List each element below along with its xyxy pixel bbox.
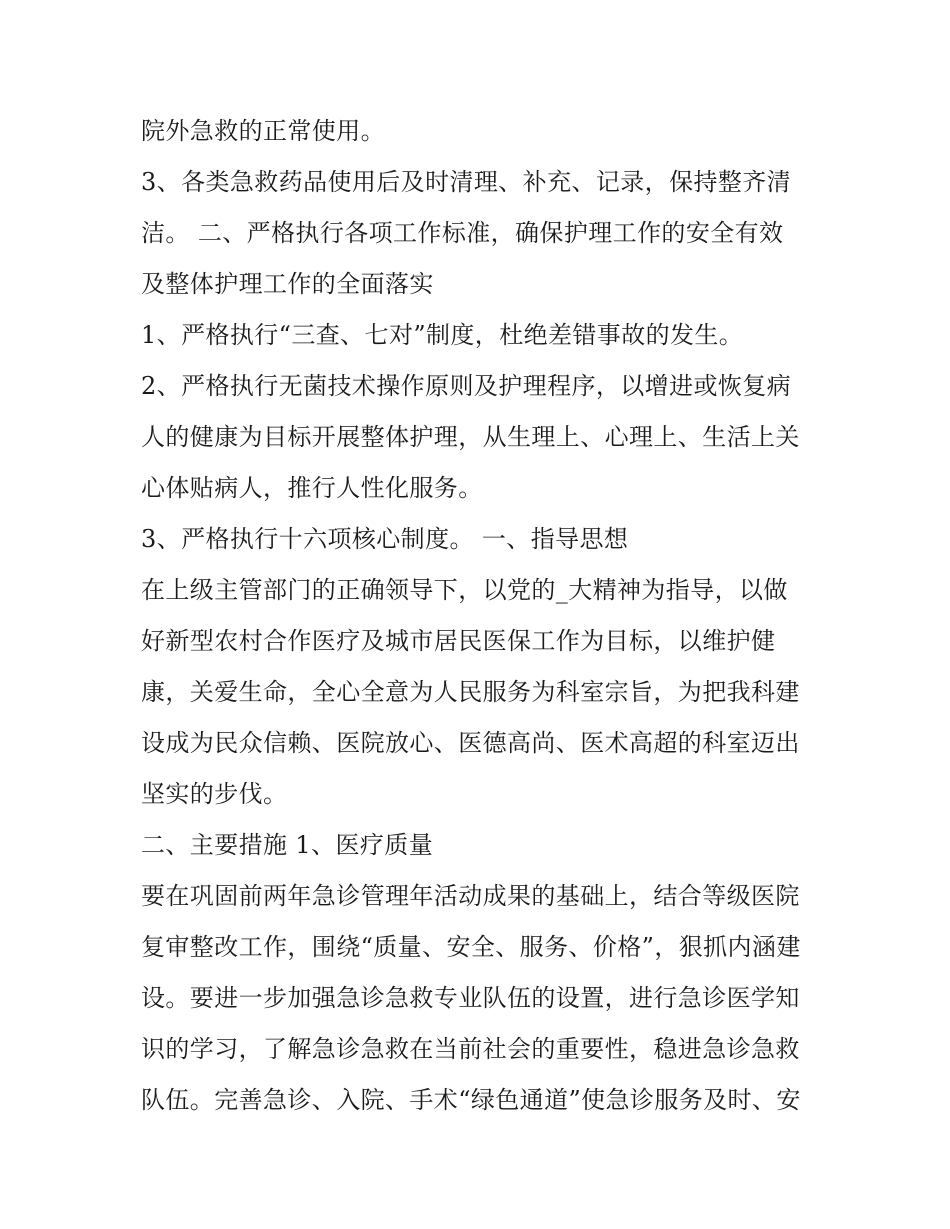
text-line: 2、严格执行无菌技术操作原则及护理程序，以增进或恢复病 [141, 372, 792, 400]
text-line: 二、主要措施 1、医疗质量 [141, 831, 434, 859]
text-line: 洁。 二、严格执行各项工作标准，确保护理工作的安全有效 [141, 219, 784, 247]
text-line: 坚实的步伐。 [141, 780, 288, 808]
text-line: 设成为民众信赖、医院放心、医德高尚、医术高超的科室迈出 [141, 729, 800, 757]
text-line: 要在巩固前两年急诊管理年活动成果的基础上，结合等级医院 [141, 882, 800, 910]
text-line: 1、严格执行“三查、七对”制度，杜绝差错事故的发生。 [141, 321, 744, 349]
text-line: 设。要进一步加强急诊急救专业队伍的设置，进行急诊医学知 [141, 984, 800, 1012]
text-line: 心体贴病人，推行人性化服务。 [141, 474, 483, 502]
text-line: 复审整改工作，围绕“质量、安全、服务、价格”，狠抓内涵建 [141, 933, 801, 961]
text-line: 院外急救的正常使用。 [141, 117, 385, 145]
text-line: 识的学习，了解急诊急救在当前社会的重要性，稳进急诊急救 [141, 1035, 800, 1063]
text-line: 3、各类急救药品使用后及时清理、补充、记录，保持整齐清 [141, 168, 792, 196]
text-line: 在上级主管部门的正确领导下，以党的_大精神为指导，以做 [141, 576, 788, 604]
text-line: 3、严格执行十六项核心制度。 一、指导思想 [141, 525, 629, 553]
text-line: 及整体护理工作的全面落实 [141, 270, 434, 298]
text-line: 人的健康为目标开展整体护理，从生理上、心理上、生活上关 [141, 423, 800, 451]
text-line: 康，关爱生命，全心全意为人民服务为科室宗旨，为把我科建 [141, 678, 800, 706]
document-body [141, 106, 821, 1126]
text-line: 队伍。完善急诊、入院、手术“绿色通道”使急诊服务及时、安 [141, 1086, 801, 1114]
text-line: 好新型农村合作医疗及城市居民医保工作为目标，以维护健 [141, 627, 776, 655]
